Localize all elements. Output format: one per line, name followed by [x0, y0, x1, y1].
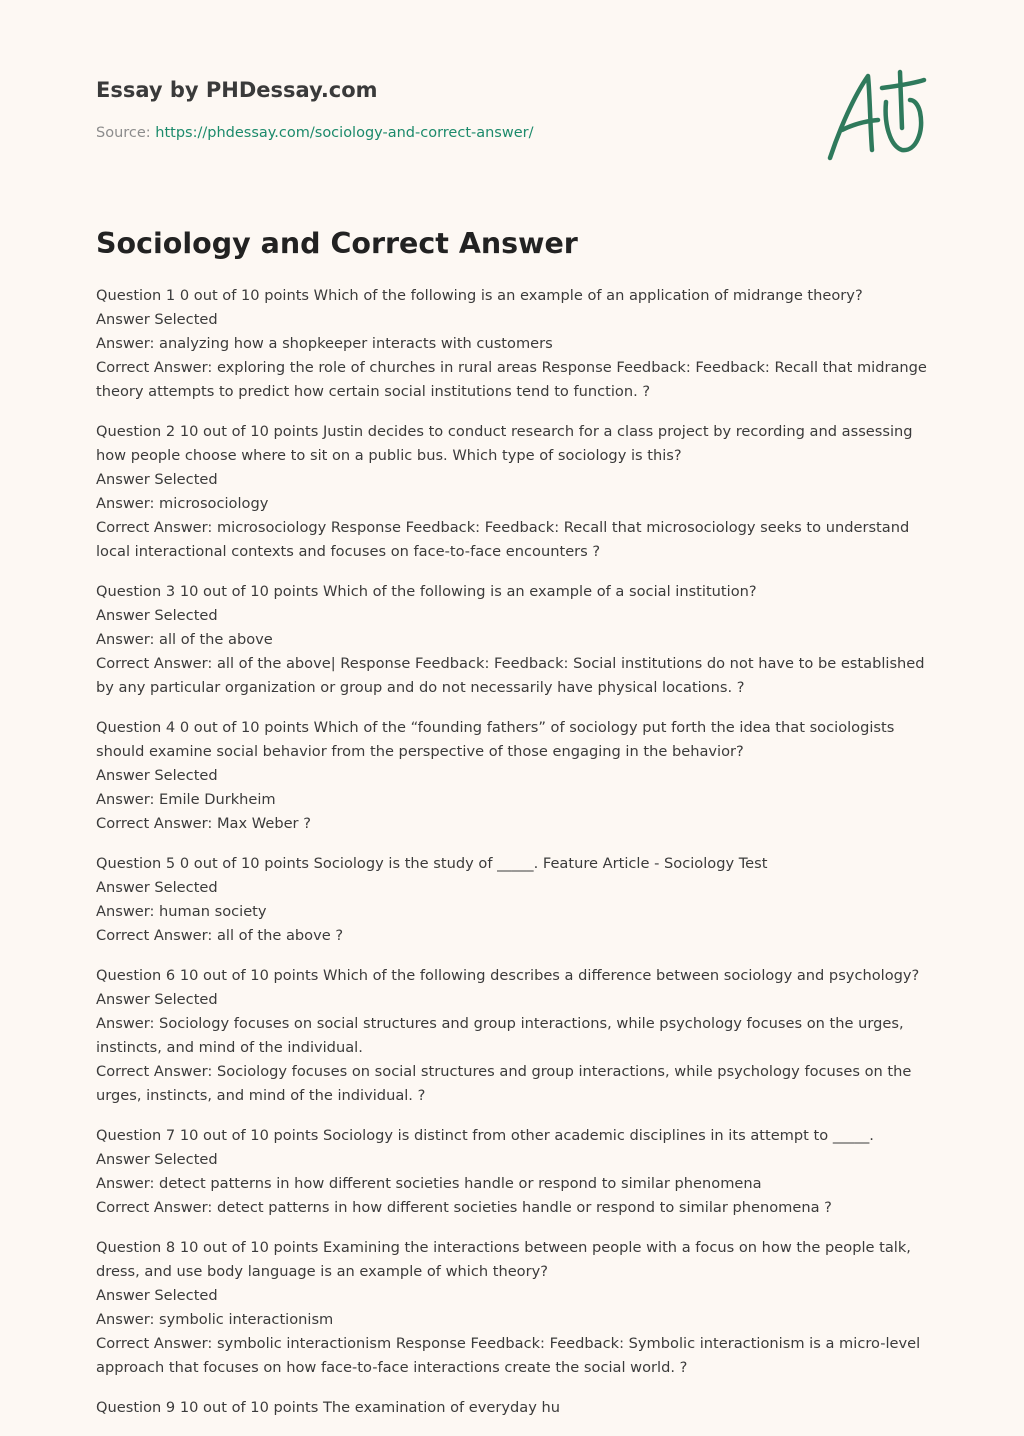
site-brand: Essay by PHDessay.com [96, 78, 378, 102]
essay-body [96, 284, 932, 1436]
question-line: Question 4 0 out of 10 points Which of the “founding fathers” of sociology put forth the idea that sociologists should examine social behavior from the perspective of those engaging in the behavior? [96, 719, 895, 760]
question-line: Question 8 10 out of 10 points Examining the interactions between people with a focus on how the people talk, dress, and use body language is an example of which theory? [96, 1239, 911, 1280]
question-block [96, 1124, 932, 1220]
question-line: Answer Selected [96, 767, 218, 784]
question-line: Question 7 10 out of 10 points Sociology is distinct from other academic disciplines in its attempt to _____. [96, 1127, 874, 1144]
source-link[interactable]: https://phdessay.com/sociology-and-correct-answer/ [155, 125, 534, 141]
question-line: Answer Selected [96, 991, 218, 1008]
question-line: Question 2 10 out of 10 points Justin decides to conduct research for a class project by recording and assessing how people choose where to sit on a public bus. Which type of sociology is this? [96, 423, 913, 464]
question-block [96, 1396, 932, 1420]
source-line [96, 123, 796, 143]
question-block [96, 580, 932, 700]
question-block [96, 420, 932, 564]
question-line: Answer: human society [96, 903, 267, 920]
question-line: Question 6 10 out of 10 points Which of the following describes a difference between sociology and psychology? [96, 967, 920, 984]
question-line: Question 9 10 out of 10 points The examination of everyday hu [96, 1399, 561, 1416]
question-line: Correct Answer: symbolic interactionism Response Feedback: Feedback: Symbolic interactionism is a micro-level approach that focuses on how face-to-face interactions create the social world. ? [96, 1335, 921, 1376]
a-plus-logo-icon [820, 66, 932, 166]
question-block [96, 964, 932, 1108]
question-line: Correct Answer: exploring the role of churches in rural areas Response Feedback: Feedback: Recall that midrange theory attempts to predict how certain social institutions tend to function. ? [96, 359, 927, 400]
question-line: Answer Selected [96, 471, 218, 488]
question-line: Correct Answer: detect patterns in how different societies handle or respond to similar phenomena ? [96, 1199, 832, 1216]
essay-title: Sociology and Correct Answer [96, 227, 578, 260]
source-label: Source: [96, 125, 156, 141]
question-line: Answer Selected [96, 607, 218, 624]
question-line: Answer Selected [96, 311, 218, 328]
question-block [96, 284, 932, 404]
question-line: Correct Answer: Sociology focuses on social structures and group interactions, while psychology focuses on the urges, instincts, and mind of the individual. ? [96, 1063, 912, 1104]
question-line: Question 5 0 out of 10 points Sociology is the study of _____. Feature Article - Sociology Test [96, 855, 768, 872]
question-line: Answer: all of the above [96, 631, 273, 648]
question-line: Answer: symbolic interactionism [96, 1311, 334, 1328]
question-line: Correct Answer: all of the above ? [96, 927, 344, 944]
question-line: Answer Selected [96, 1287, 218, 1304]
question-line: Answer Selected [96, 879, 218, 896]
question-line: Correct Answer: all of the above| Response Feedback: Feedback: Social institutions do not have to be established by any particular organization or group and do not necessarily have physical locations. ? [96, 655, 925, 696]
question-line: Answer: microsociology [96, 495, 269, 512]
question-line: Question 3 10 out of 10 points Which of the following is an example of a social institution? [96, 583, 757, 600]
question-block [96, 716, 932, 836]
question-line: Question 1 0 out of 10 points Which of the following is an example of an application of midrange theory? [96, 287, 863, 304]
question-line: Correct Answer: microsociology Response Feedback: Feedback: Recall that microsociology seeks to understand local interactional contexts and focuses on face-to-face encounters ? [96, 519, 910, 560]
page-header [96, 74, 796, 143]
question-line: Correct Answer: Max Weber ? [96, 815, 311, 832]
question-line: Answer: Sociology focuses on social structures and group interactions, while psychology focuses on the urges, instincts, and mind of the individual. [96, 1015, 904, 1056]
question-line: Answer: analyzing how a shopkeeper interacts with customers [96, 335, 553, 352]
question-line: Answer Selected [96, 1151, 218, 1168]
question-line: Answer: Emile Durkheim [96, 791, 276, 808]
question-block [96, 852, 932, 948]
question-block [96, 1236, 932, 1380]
question-line: Answer: detect patterns in how different societies handle or respond to similar phenomena [96, 1175, 762, 1192]
